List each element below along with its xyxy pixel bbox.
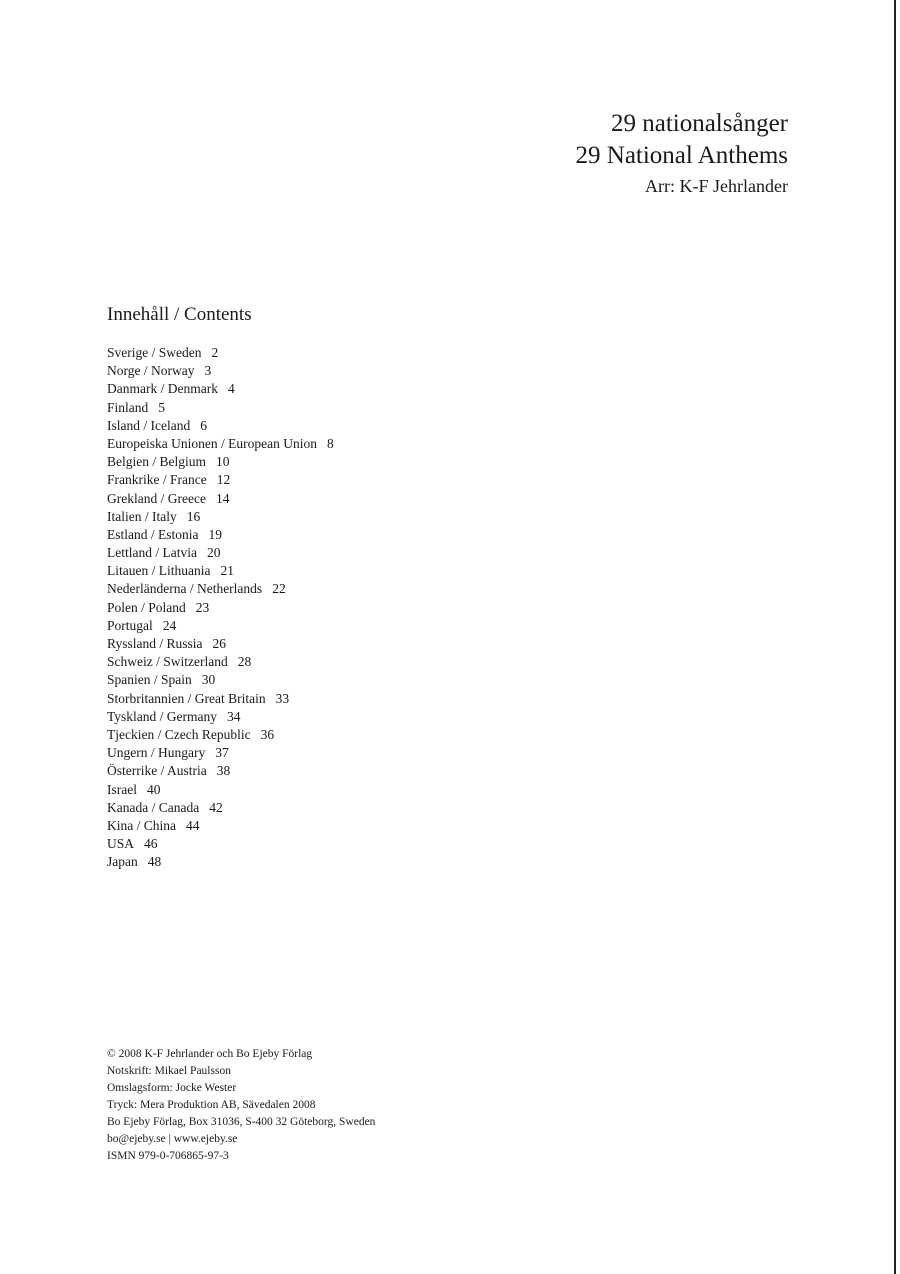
colophon — [107, 1046, 375, 1165]
toc-entry — [107, 817, 334, 835]
toc-entry — [107, 726, 334, 744]
toc-entry-label: Kina / China — [107, 817, 176, 833]
toc-entry-page: 26 — [212, 636, 226, 651]
toc-entry-page: 10 — [216, 454, 230, 470]
toc-entry-page: 38 — [216, 763, 231, 779]
toc-entry — [107, 399, 334, 417]
toc-entry-page: 14 — [215, 490, 230, 506]
toc-entry-page: 34 — [227, 708, 241, 724]
toc-entry-label: Litauen / Lithuania — [107, 563, 211, 579]
toc-entry — [107, 453, 334, 471]
toc-entry-page: 19 — [208, 526, 222, 542]
toc-entry-label: Belgien / Belgium — [107, 454, 206, 470]
toc-entry — [107, 562, 334, 580]
title-swedish: 29 nationalsånger — [610, 110, 788, 137]
toc-entry-page: 28 — [237, 654, 252, 670]
toc-entry — [107, 362, 334, 380]
toc-entry-label: Schweiz / Switzerland — [107, 654, 228, 670]
toc-entry-page: 2 — [211, 345, 219, 360]
toc-entry-label: Italien / Italy — [107, 508, 177, 524]
toc-entry-page: 12 — [216, 472, 231, 488]
toc-entry-page: 4 — [227, 381, 235, 397]
toc-entry-page: 3 — [204, 363, 212, 379]
toc-entry — [107, 544, 334, 562]
toc-entry — [107, 526, 334, 544]
toc-entry-label: Frankrike / France — [107, 472, 207, 488]
toc-entry-page: 22 — [272, 581, 286, 597]
toc-entry-label: Lettland / Latvia — [107, 545, 197, 561]
toc-entry-label: Finland — [107, 399, 149, 415]
toc-entry — [107, 744, 334, 762]
toc-entry — [107, 471, 334, 489]
toc-entry — [107, 853, 334, 871]
toc-entry-label: Israel — [107, 781, 137, 797]
toc-entry — [107, 799, 334, 817]
colophon-line: © 2008 K-F Jehrlander och Bo Ejeby Förlag — [107, 1048, 313, 1060]
toc-entry-label: Ungern / Hungary — [107, 745, 206, 761]
colophon-line: Tryck: Mera Produktion AB, Sävedalen 2008 — [107, 1099, 316, 1111]
toc-entry — [107, 617, 334, 635]
toc-entry-page: 8 — [326, 435, 334, 451]
toc-entry-label: Ryssland / Russia — [107, 636, 203, 651]
toc-entry-label: Polen / Poland — [107, 599, 186, 615]
toc-entry — [107, 653, 334, 671]
toc-entry — [107, 762, 334, 780]
title-block — [576, 108, 788, 200]
toc-entry-page: 16 — [186, 508, 201, 524]
colophon-line: Notskrift: Mikael Paulsson — [107, 1065, 231, 1077]
toc-entry-label: Europeiska Unionen / European Union — [107, 435, 317, 451]
toc-entry-page: 5 — [158, 399, 166, 415]
colophon-line: Omslagsform: Jocke Wester — [107, 1082, 237, 1094]
toc-entry — [107, 344, 334, 362]
toc-entry-label: Estland / Estonia — [107, 526, 199, 542]
toc-entry-label: Storbritannien / Great Britain — [107, 690, 266, 706]
toc-entry — [107, 635, 334, 653]
toc-entry-page: 36 — [260, 726, 275, 742]
toc-entry-label: Tjeckien / Czech Republic — [107, 726, 251, 742]
toc-entry — [107, 599, 334, 617]
toc-entry-label: Island / Iceland — [107, 417, 191, 433]
toc-entry-page: 30 — [201, 672, 216, 688]
toc-entry-label: Spanien / Spain — [107, 672, 192, 688]
toc-entry-page: 44 — [186, 817, 200, 833]
toc-entry-page: 21 — [220, 563, 234, 579]
toc-entry-label: Kanada / Canada — [107, 799, 200, 815]
toc-entry-page: 24 — [162, 617, 177, 633]
toc-entry-label: Japan — [107, 854, 138, 870]
contents-heading: Innehåll / Contents — [107, 304, 252, 325]
toc-entry-label: Portugal — [107, 617, 153, 633]
toc-entry-page: 42 — [209, 799, 223, 815]
toc-entry — [107, 380, 334, 398]
toc-entry-page: 20 — [206, 545, 221, 561]
toc-entry-label: Tyskland / Germany — [107, 708, 218, 724]
title-english: 29 National Anthems — [575, 142, 788, 169]
toc-entry — [107, 435, 334, 453]
toc-entry — [107, 835, 334, 853]
colophon-line: ISMN 979-0-706865-97-3 — [107, 1150, 229, 1162]
toc-entry-page: 48 — [147, 854, 162, 870]
toc-entry — [107, 508, 334, 526]
arranger-credit: Arr: K-F Jehrlander — [645, 176, 788, 196]
toc-entry-page: 33 — [275, 690, 290, 706]
toc-entry-label: Norge / Norway — [107, 363, 195, 379]
toc-entry-page: 23 — [195, 599, 210, 615]
toc-entry — [107, 708, 334, 726]
toc-entry-label: Sverige / Sweden — [107, 345, 202, 360]
toc-entry — [107, 580, 334, 598]
colophon-line: Bo Ejeby Förlag, Box 31036, S-400 32 Göteborg, Sweden — [107, 1116, 376, 1128]
toc-entry — [107, 671, 334, 689]
toc-entry-label: Danmark / Denmark — [107, 381, 218, 397]
toc-entry-label: USA — [107, 836, 135, 852]
toc-entry-page: 40 — [146, 781, 161, 797]
toc-entry — [107, 490, 334, 508]
colophon-line: bo@ejeby.se | www.ejeby.se — [107, 1133, 238, 1145]
toc-entry-label: Nederländerna / Netherlands — [107, 581, 263, 597]
table-of-contents — [107, 344, 334, 871]
toc-entry-label: Grekland / Greece — [107, 490, 206, 506]
toc-entry-label: Österrike / Austria — [107, 763, 207, 779]
toc-entry — [107, 417, 334, 435]
toc-entry-page: 37 — [215, 745, 229, 761]
toc-entry — [107, 781, 334, 799]
toc-entry-page: 46 — [144, 836, 158, 852]
toc-entry — [107, 690, 334, 708]
toc-entry-page: 6 — [200, 417, 207, 433]
